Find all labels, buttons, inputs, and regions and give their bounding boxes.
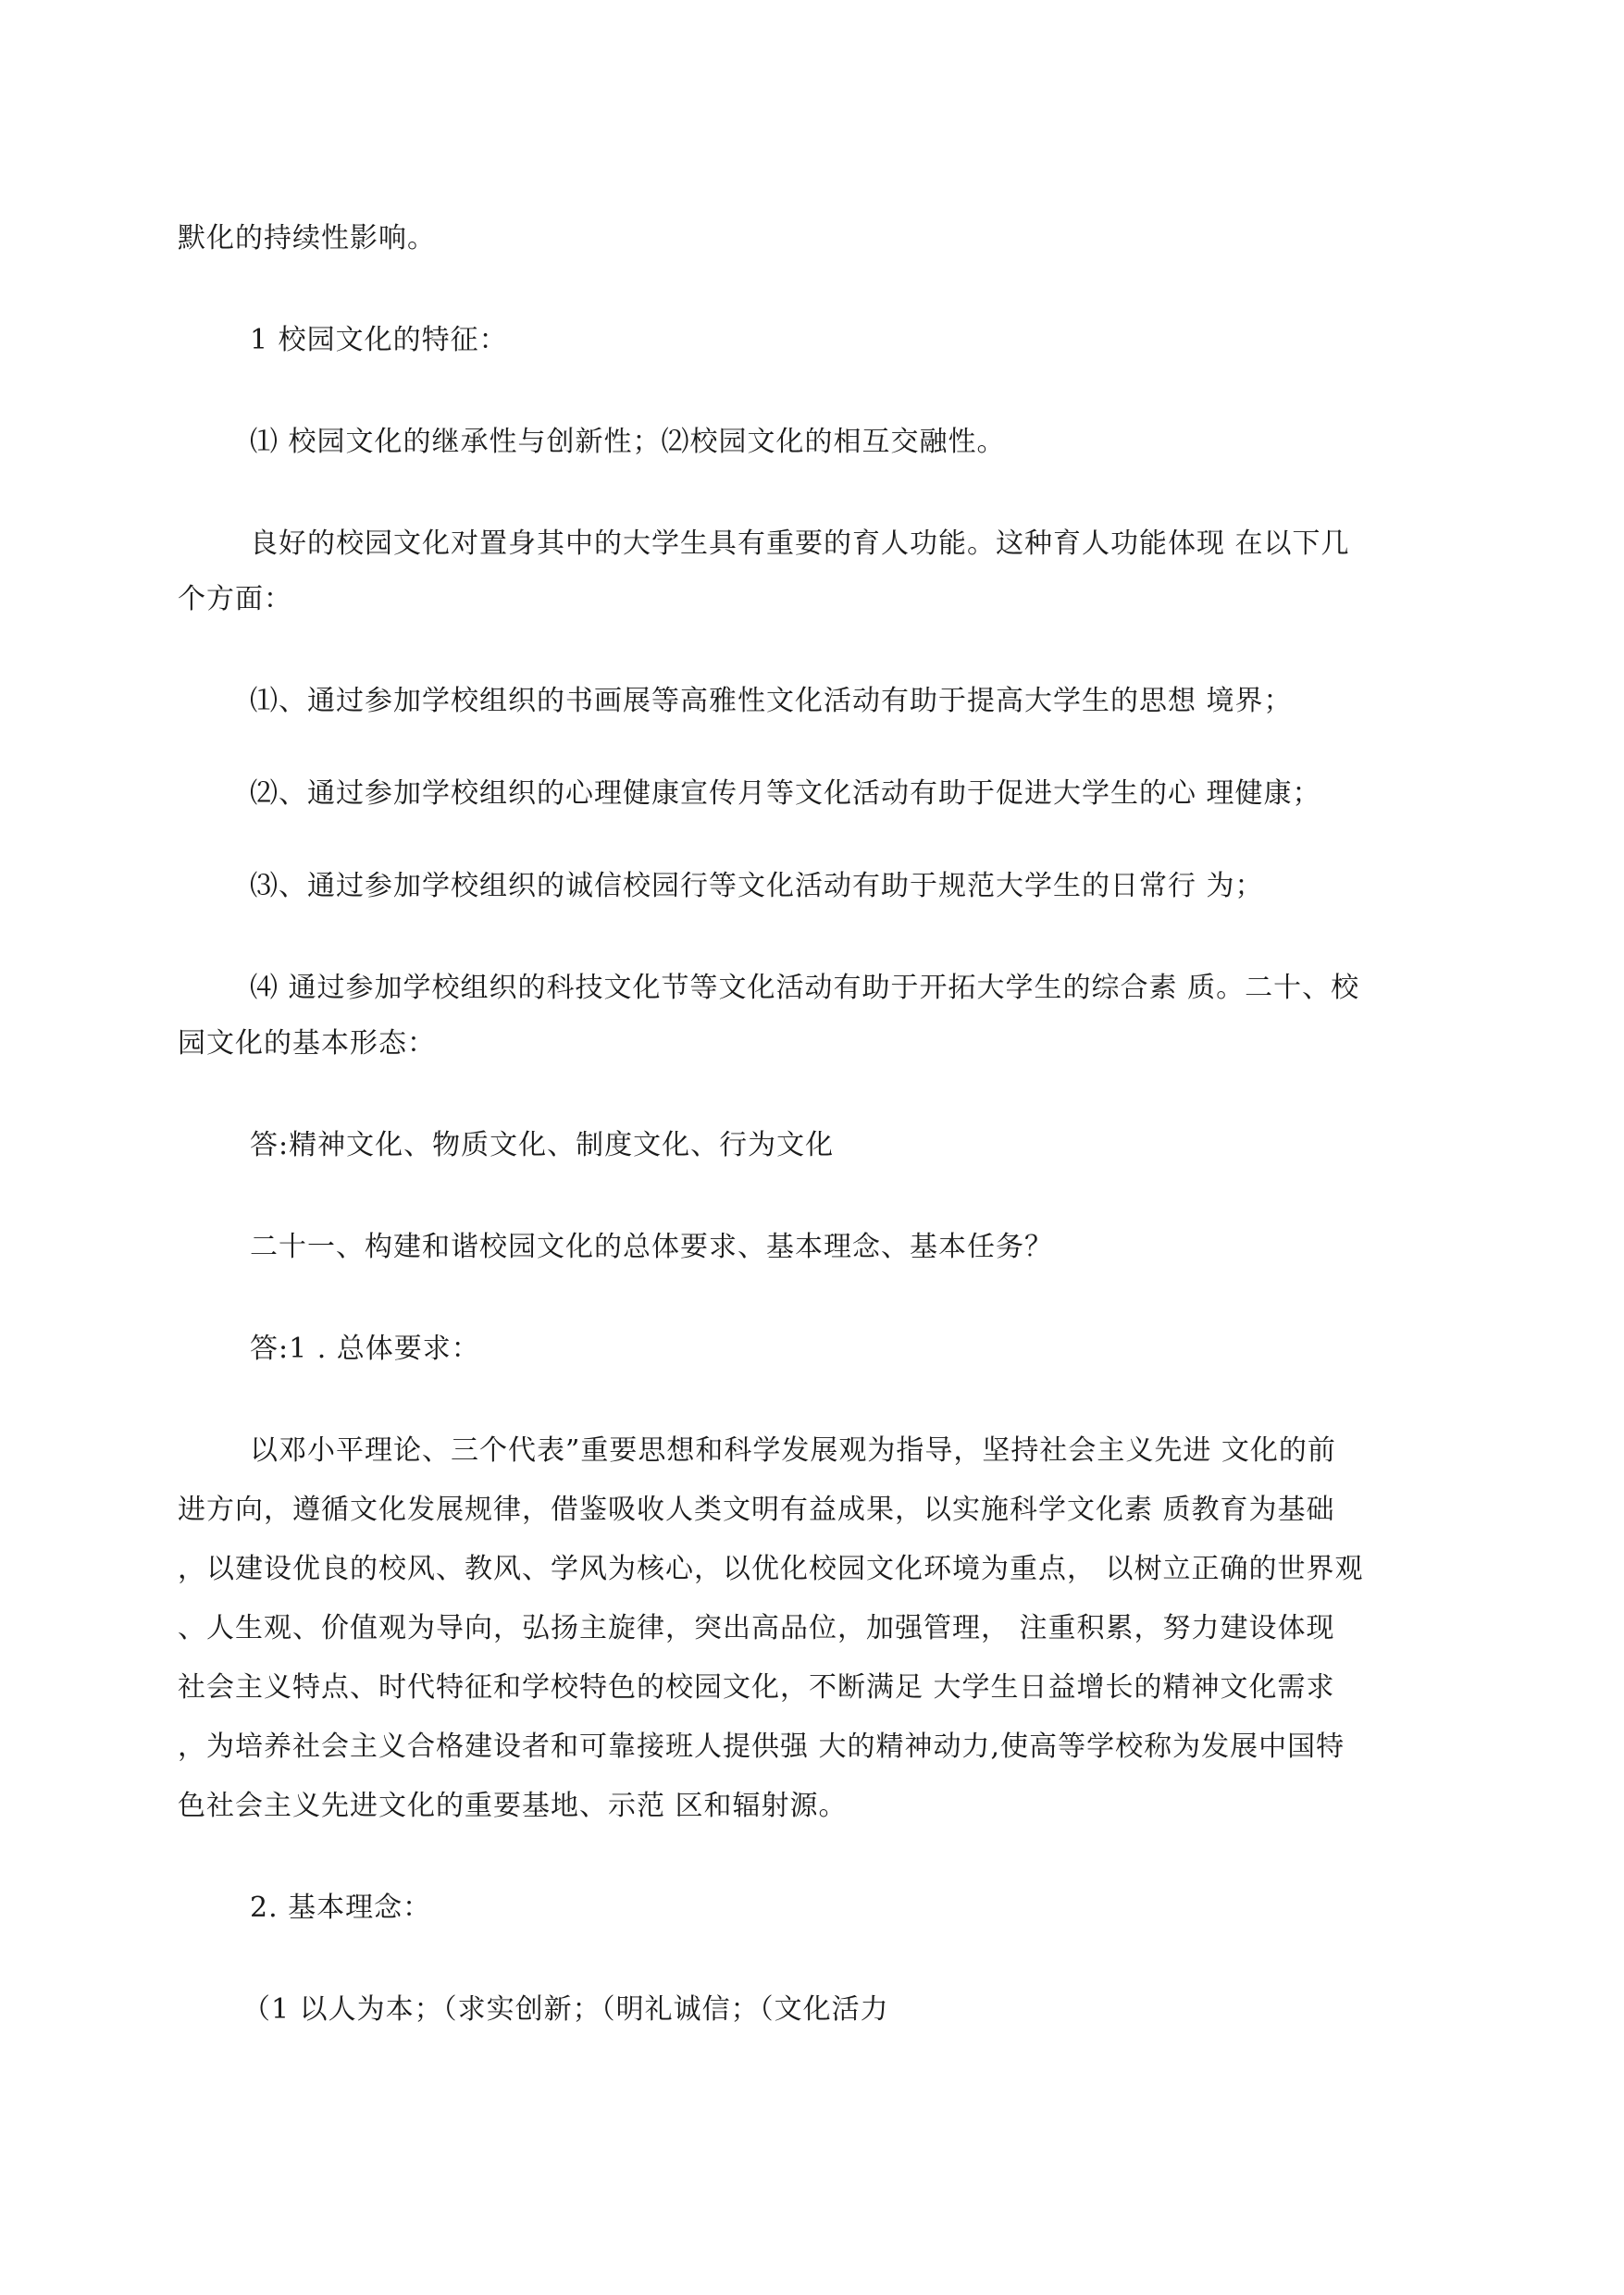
- list-item: ⑷ 通过参加学校组织的科技文化节等文化活动有助于开拓大学生的综合素 质。二十、校: [250, 972, 1360, 1004]
- list-item: ⑵、通过参加学校组织的心理健康宣传月等文化活动有助于促进大学生的心 理健康；: [250, 777, 1321, 810]
- paragraph-line: ⑴ 校园文化的继承性与创新性；⑵校园文化的相互交融性。: [250, 426, 1006, 458]
- paragraph-line: 色社会主义先进文化的重要基地、示范 区和辐射源。: [178, 1790, 848, 1822]
- paragraph-line: 默化的持续性影响。: [178, 222, 436, 254]
- paragraph-line: ，为培养社会主义合格建设者和可靠接班人提供强 大的精神动力,使高等学校称为发展中国特: [178, 1731, 1345, 1763]
- paragraph-line: 、人生观、价值观为导向，弘扬主旋律，突出高品位，加强管理， 注重积累，努力建设体现: [178, 1612, 1335, 1644]
- paragraph-line: （1 以人为本；（求实创新；（明礼诚信；（文化活力: [242, 1993, 889, 2026]
- paragraph-line: 以邓小平理论、三个代表”重要思想和科学发展观为指导，坚持社会主义先进 文化的前: [250, 1434, 1336, 1467]
- paragraph-line: 进方向，遵循文化发展规律，借鉴吸收人类文明有益成果，以实施科学文化素 质教育为基础: [178, 1494, 1335, 1526]
- paragraph-line: ，以建设优良的校风、教风、学风为核心，以优化校园文化环境为重点， 以树立正确的世界观: [178, 1553, 1364, 1585]
- list-item: ⑴、通过参加学校组织的书画展等高雅性文化活动有助于提高大学生的思想 境界；: [250, 685, 1293, 717]
- list-item: ⑶、通过参加学校组织的诚信校园行等文化活动有助于规范大学生的日常行 为；: [250, 870, 1264, 902]
- answer-line: 答:精神文化、物质文化、制度文化、行为文化: [250, 1129, 835, 1161]
- section-heading: 2. 基本理念：: [250, 1892, 432, 1924]
- paragraph-line: 园文化的基本形态：: [178, 1027, 436, 1060]
- paragraph-line: 良好的校园文化对置身其中的大学生具有重要的育人功能。这种育人功能体现 在以下几: [250, 527, 1350, 560]
- answer-line: 答:1 . 总体要求：: [250, 1333, 480, 1365]
- section-heading: 1 校园文化的特征：: [250, 324, 508, 356]
- paragraph-line: 社会主义特点、时代特征和学校特色的校园文化，不断满足 大学生日益增长的精神文化需求: [178, 1671, 1335, 1704]
- paragraph-line: 个方面：: [178, 583, 292, 615]
- question-heading: 二十一、构建和谐校园文化的总体要求、基本理念、基本任务？: [250, 1231, 1053, 1263]
